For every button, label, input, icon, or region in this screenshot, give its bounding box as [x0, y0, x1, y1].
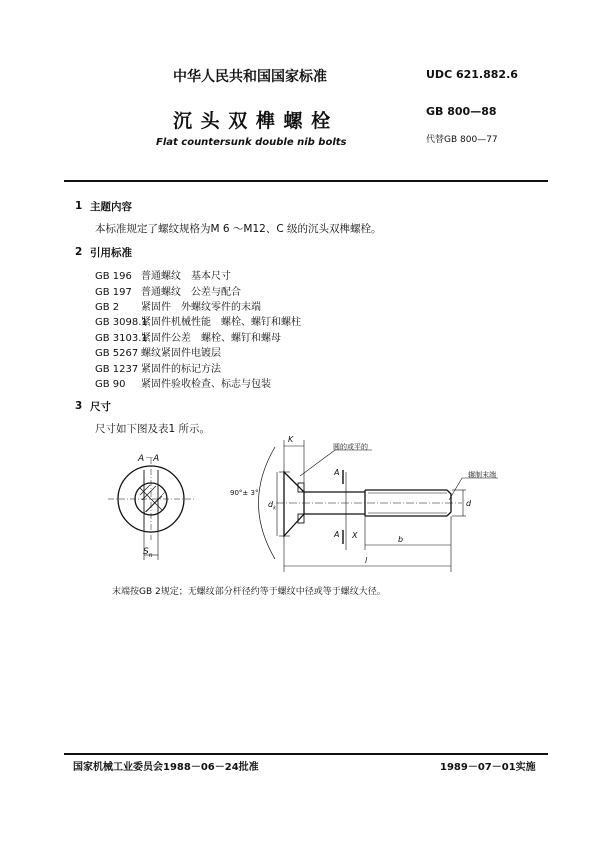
dim-label-dk: $d_k$ — [268, 500, 276, 512]
section-view — [108, 458, 194, 560]
dim-label-x: X — [352, 531, 358, 540]
udc-number: UDC 621.882.6 — [426, 68, 518, 81]
section-1-title: 主题内容 — [90, 201, 132, 213]
dim-label-k: K — [288, 435, 294, 444]
note-round-or-flat: 圆的或平的 — [333, 443, 368, 451]
dim-label-s: $S_n$ — [143, 547, 153, 559]
standard-number: GB 800—88 — [426, 105, 497, 118]
dim-label-b: b — [398, 535, 404, 544]
bolt-head — [284, 472, 304, 536]
angle-label: 90°± 3° — [230, 489, 259, 497]
title-english: Flat countersunk double nib bolts — [156, 137, 347, 148]
section-3-number: 3 — [75, 400, 83, 412]
figure-caption: 末端按GB 2规定；无螺纹部分杆径约等于螺纹中径或等于螺纹大径。 — [112, 587, 386, 597]
section-label: A－A — [138, 454, 160, 464]
section-3-title: 尺寸 — [90, 401, 111, 413]
section-2-title: 引用标准 — [90, 247, 132, 259]
dim-label-l: l — [365, 556, 368, 565]
section-marker-top: A — [334, 468, 340, 477]
dim-label-d: d — [466, 499, 472, 508]
reference-item: GB 196 普通螺纹 基本尺寸 — [95, 271, 231, 282]
reference-item: GB 3098.1紧固件机械性能 螺栓、螺钉和螺柱 — [95, 317, 301, 328]
section-marker-bottom: A — [334, 530, 340, 539]
reference-item: GB 90 紧固件验收检查、标志与包装 — [95, 379, 271, 390]
bolt-side-view — [259, 440, 499, 572]
footer-rule — [64, 753, 548, 755]
effective-date: 1989－07－01实施 — [440, 762, 536, 773]
reference-item: GB 197 普通螺纹 公差与配合 — [95, 287, 241, 298]
approval-date: 国家机械工业委员会1988－06－24批准 — [73, 762, 259, 773]
page-title: 沉 头 双 榫 螺 栓 — [173, 110, 332, 132]
reference-item: GB 1237 紧固件的标记方法 — [95, 364, 221, 375]
note-rolled-end: 辗制末端 — [468, 471, 496, 479]
section-1-number: 1 — [75, 200, 83, 212]
issuing-authority: 中华人民共和国国家标准 — [173, 69, 327, 85]
reference-item: GB 3103.1紧固件公差 螺栓、螺钉和螺母 — [95, 333, 281, 344]
replaces-standard: 代替GB 800—77 — [426, 135, 498, 145]
reference-item: GB 2 紧固件 外螺纹零件的末端 — [95, 302, 261, 313]
section-3-text: 尺寸如下图及表1 所示。 — [95, 423, 211, 435]
section-2-number: 2 — [75, 246, 83, 258]
reference-item: GB 5267 螺纹紧固件电镀层 — [95, 348, 221, 359]
section-1-text: 本标准规定了螺纹规格为M 6 ～M12、C 级的沉头双榫螺栓。 — [95, 223, 382, 235]
